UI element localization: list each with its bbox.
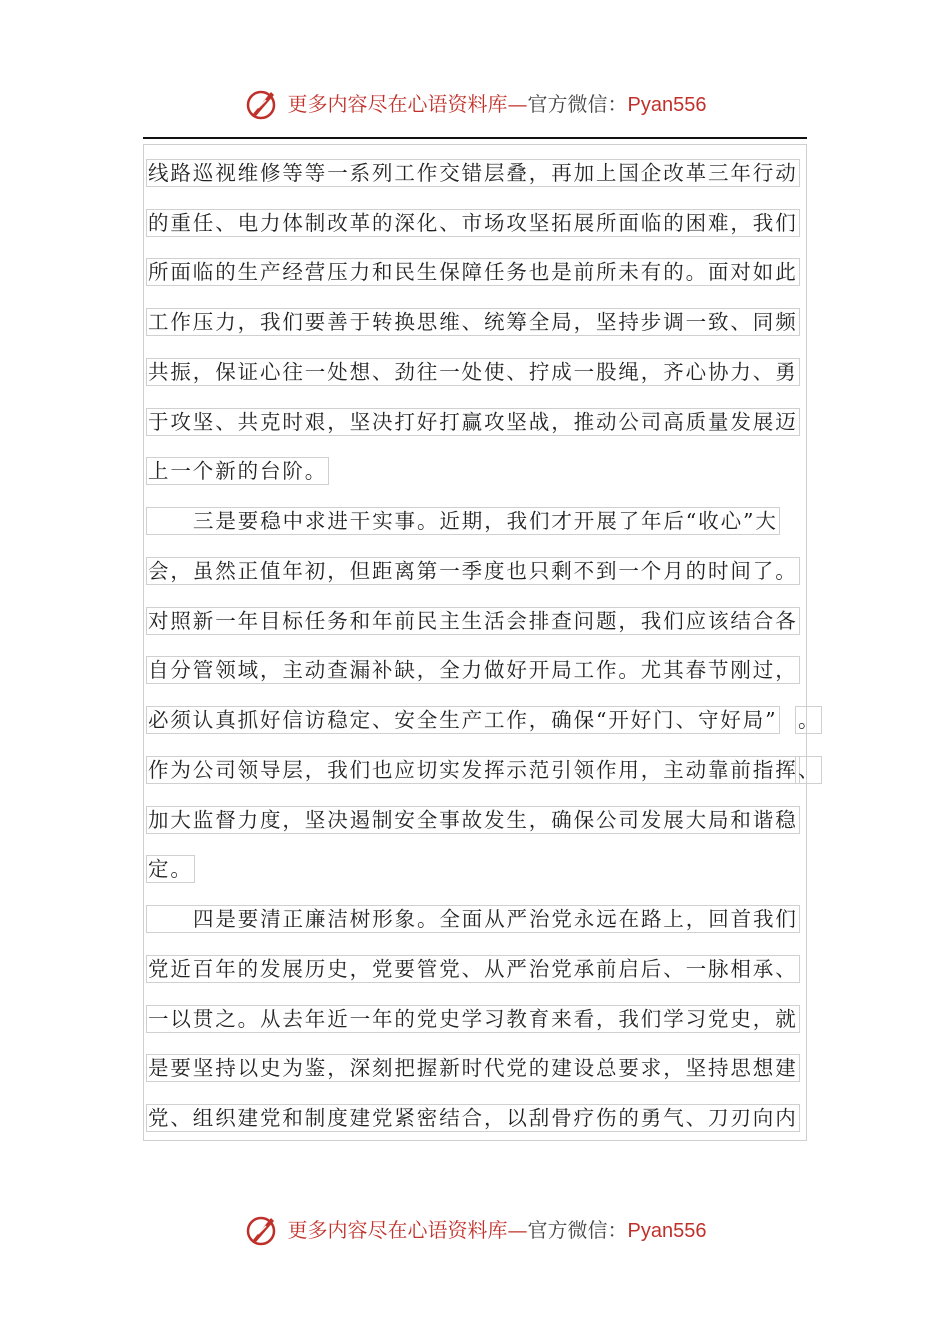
text-line: 会，虽然正值年初，但距离第一季度也只剩不到一个月的时间了。 (148, 559, 798, 583)
banner-main-text: 更多内容尽在心语资料库 (287, 1217, 508, 1242)
header-rule (143, 137, 807, 139)
text-line: 共振，保证心往一处想、劲往一处使、拧成一股绳，齐心协力、勇 (148, 360, 798, 384)
text-line: 线路巡视维修等等一系列工作交错层叠，再加上国企改革三年行动 (148, 161, 798, 185)
banner-wechat-id: Pyan556 (627, 93, 707, 116)
header-banner (0, 82, 950, 126)
quill-pen-logo-icon (244, 86, 280, 122)
paragraph-start-line: 四是要清正廉洁树形象。全面从严治党永远在路上，回首我们 (146, 905, 800, 933)
paragraph-start-line: 三是要稳中求进干实事。近期，我们才开展了年后“收心”大 (146, 507, 780, 535)
text-line: 党近百年的发展历史，党要管党、从严治党承前启后、一脉相承、 (148, 957, 798, 981)
text-line: 对照新一年目标任务和年前民主生活会排查问题，我们应该结合各 (148, 609, 798, 633)
banner-text (287, 91, 707, 116)
text-line: 于攻坚、共克时艰，坚决打好打赢攻坚战，推动公司高质量发展迈 (148, 410, 798, 434)
text-line: 的重任、电力体制改革的深化、市场攻坚拓展所面临的困难，我们 (148, 211, 798, 235)
banner-text (287, 1217, 707, 1242)
text-line: 党、组织建党和制度建党紧密结合，以刮骨疗伤的勇气、刀刃向内 (148, 1106, 798, 1130)
text-line: 作为公司领导层，我们也应切实发挥示范引领作用，主动靠前指挥 (148, 758, 798, 782)
text-line: 加大监督力度，坚决遏制安全事故发生，确保公司发展大局和谐稳 (148, 808, 798, 832)
banner-separator: — (507, 1217, 528, 1242)
text-line: 定。 (148, 857, 193, 881)
text-line: 所面临的生产经营压力和民生保障任务也是前所未有的。面对如此 (148, 260, 798, 284)
text-line: 一以贯之。从去年近一年的党史学习教育来看，我们学习党史，就 (148, 1007, 798, 1031)
text-line: 工作压力，我们要善于转换思维、统筹全局，坚持步调一致、同频 (148, 310, 798, 334)
banner-wechat-label: 官方微信： (527, 91, 628, 116)
banner-wechat-id: Pyan556 (627, 1219, 707, 1242)
text-line: 上一个新的台阶。 (148, 459, 328, 483)
quill-pen-logo-icon (244, 1212, 280, 1248)
text-line: 必须认真抓好信访稳定、安全生产工作，确保“开好门、守好局” (148, 708, 778, 732)
text-line: 自分管领域，主动查漏补缺，全力做好开局工作。尤其春节刚过， (148, 658, 798, 682)
banner-separator: — (507, 91, 528, 116)
banner-main-text: 更多内容尽在心语资料库 (287, 91, 508, 116)
overflow-punctuation: 。 (795, 706, 822, 734)
overflow-punctuation: 、 (795, 756, 822, 784)
text-line: 是要坚持以史为鉴，深刻把握新时代党的建设总要求，坚持思想建 (148, 1056, 798, 1080)
banner-wechat-label: 官方微信： (527, 1217, 628, 1242)
footer-banner (0, 1208, 950, 1252)
document-body-frame (143, 144, 807, 1141)
